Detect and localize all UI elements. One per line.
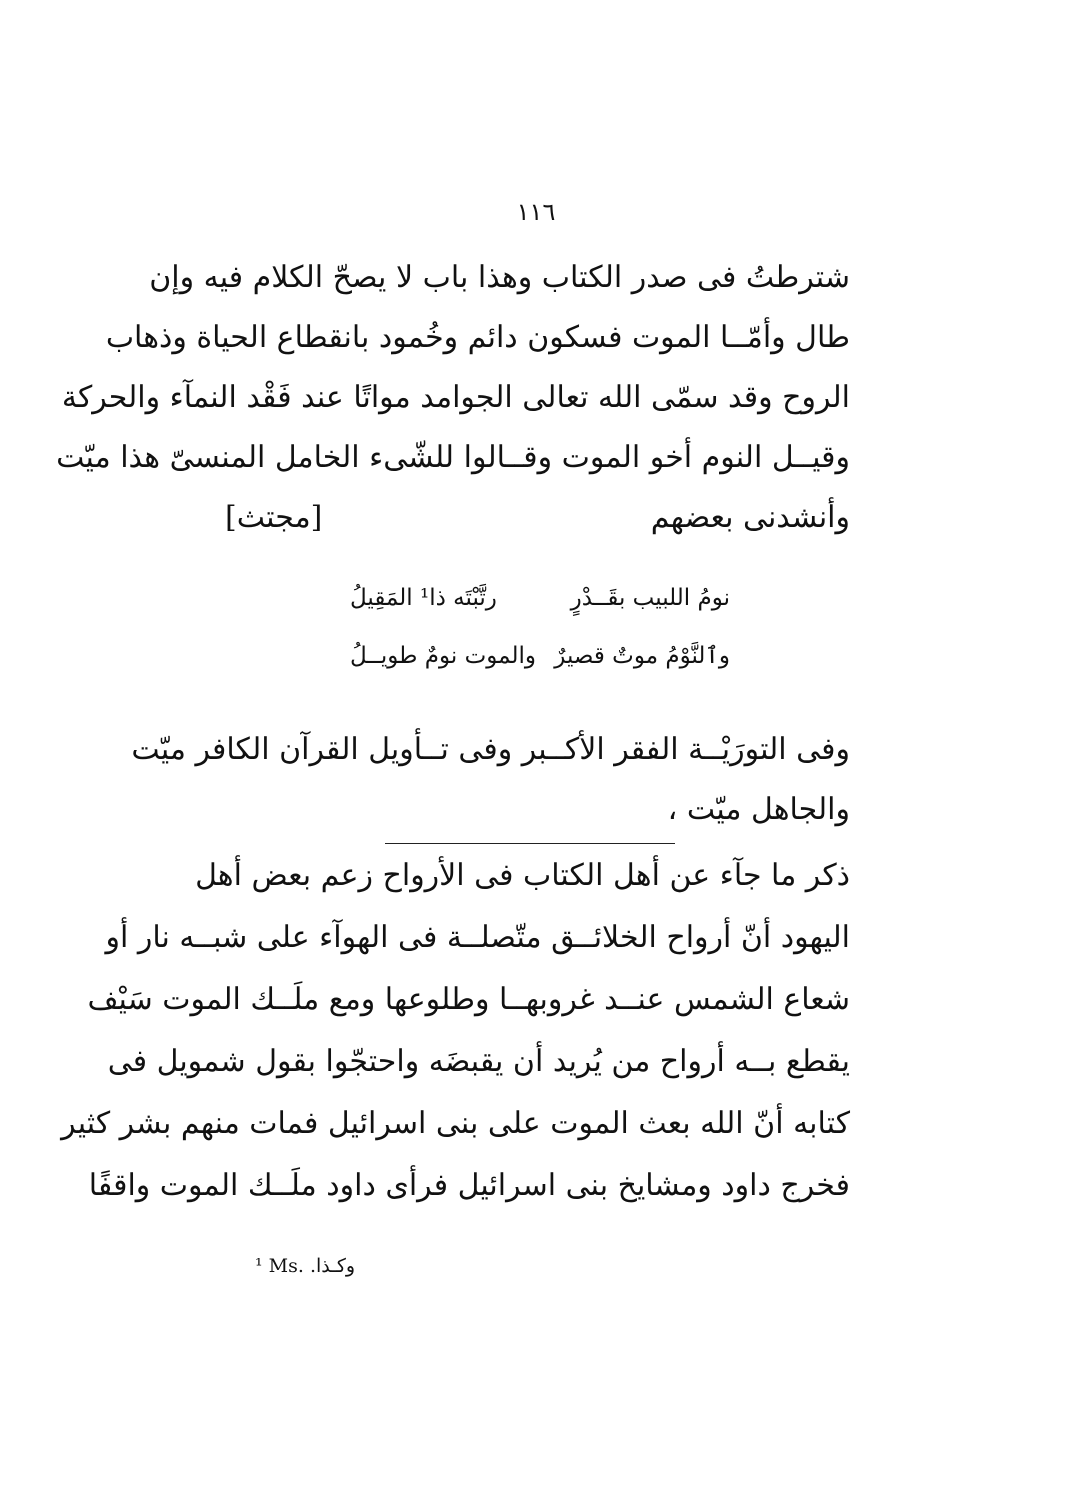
verse-line <box>350 643 730 669</box>
text-line: وأنشدنى بعضهم <box>650 500 850 535</box>
section-divider <box>385 843 675 844</box>
footnote <box>255 1255 355 1277</box>
text-line: وفى التورَيْــة الفقر الأكــبر وفى تــأويل القرآن الكافر ميّت <box>131 732 850 767</box>
verse-hemistich: نومُ اللبيب بقَــدْرٍ <box>570 585 730 611</box>
text-line: ذكر ما جآء عن أهل الكتاب فى الأرواح زعم بعض أهل <box>195 858 850 893</box>
text-line: الروح وقد سمّى الله تعالى الجوامد مواتًا عند فَقْد النمآء والحركة <box>61 380 850 415</box>
text-line: شعاع الشمس عنــد غروبهــا وطلوعها ومع ملَــك الموت سَيْف <box>87 982 850 1017</box>
verse-hemistich: وٱلنَّوْمُ موتٌ قصيرٌ <box>554 643 730 669</box>
paragraph-intro <box>56 248 850 548</box>
verse-hemistich: رتَّبْتَه ذا¹ المَقِيلُ <box>350 585 497 611</box>
footnote-ms-label: Ms. <box>268 1255 304 1277</box>
text-line: وقيــل النوم أخو الموت وقــالوا للشّىء الخامل المنسىّ هذا ميّت <box>56 440 850 475</box>
footnote-marker: ¹ <box>255 1255 263 1277</box>
verse-line <box>350 585 730 611</box>
text-line: كتابه أنّ الله بعث الموت على بنى اسرائيل فمات منهم بشر كثير <box>61 1106 850 1141</box>
paragraph-people-of-book <box>61 845 850 1217</box>
text-line: فخرج داود ومشايخ بنى اسرائيل فرأى داود ملَــك الموت واقفًا <box>88 1168 850 1203</box>
paragraph-torah <box>131 720 850 840</box>
text-line: يقطع بــه أرواح من يُريد أن يقبضَه واحتجّوا بقول شمويل فى <box>107 1044 850 1079</box>
verse-hemistich: والموت نومٌ طويــلُ <box>350 643 536 669</box>
text-line: شترطتُ فى صدر الكتاب وهذا باب لا يصحّ الكلام فيه وإن <box>149 260 850 295</box>
text-line: طال وأمّــا الموت فسكون دائم وخُمود بانقطاع الحياة وذهاب <box>105 320 850 355</box>
text-line: اليهود أنّ أرواح الخلائــق متّصلــة فى الهوآء على شبــه نار أو <box>105 920 850 955</box>
footnote-text: وكـذا. <box>309 1255 356 1277</box>
meter-label: [مجتث] <box>225 500 323 535</box>
text-line: والجاهل ميّت ، <box>667 792 850 827</box>
text-line-with-meter <box>225 488 850 548</box>
page-number: ١١٦ <box>516 198 556 226</box>
